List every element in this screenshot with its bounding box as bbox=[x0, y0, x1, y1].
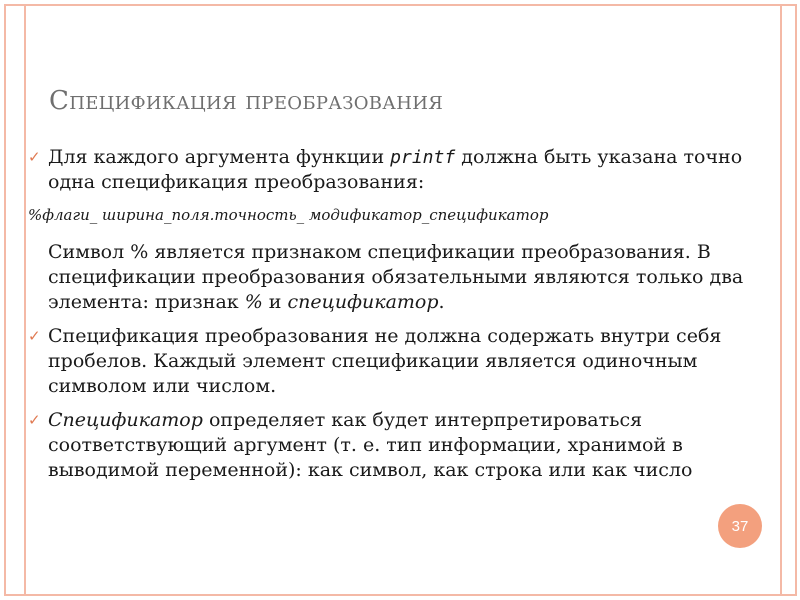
bullet-paragraph-3: ✓ Спецификация преобразования не должна содержать внутри себя пробелов. Каждый элемент спецификации является одиночным символом или числом. bbox=[28, 325, 722, 397]
bullet-paragraph-1: ✓ Для каждого аргумента функции printf должна быть указана точно одна спецификация преобразования: bbox=[28, 146, 743, 193]
checkmark-bullet-icon: ✓ bbox=[28, 411, 41, 429]
printf-keyword: printf bbox=[390, 147, 456, 168]
slide-content bbox=[28, 145, 748, 492]
slide-title: Спецификация преобразования bbox=[49, 86, 444, 116]
checkmark-bullet-icon: ✓ bbox=[28, 327, 41, 345]
bullet-paragraph-4: ✓ Спецификатор определяет как будет интерпретироваться соответствующий аргумент (т. е. тип информации, хранимой в выводимой переменной): как символ, как строка или как число bbox=[28, 409, 693, 481]
spec-format-line: %флаги_ ширина_поля.точность_ модификатор_спецификатор bbox=[28, 206, 549, 224]
paragraph-2: Символ % является признаком спецификации преобразования. В спецификации преобразования обязательными являются только два элемента: признак % и спецификатор. bbox=[48, 241, 744, 313]
frame-right-band bbox=[780, 6, 795, 594]
checkmark-bullet-icon: ✓ bbox=[28, 148, 41, 166]
page-number-badge: 37 bbox=[718, 504, 762, 548]
